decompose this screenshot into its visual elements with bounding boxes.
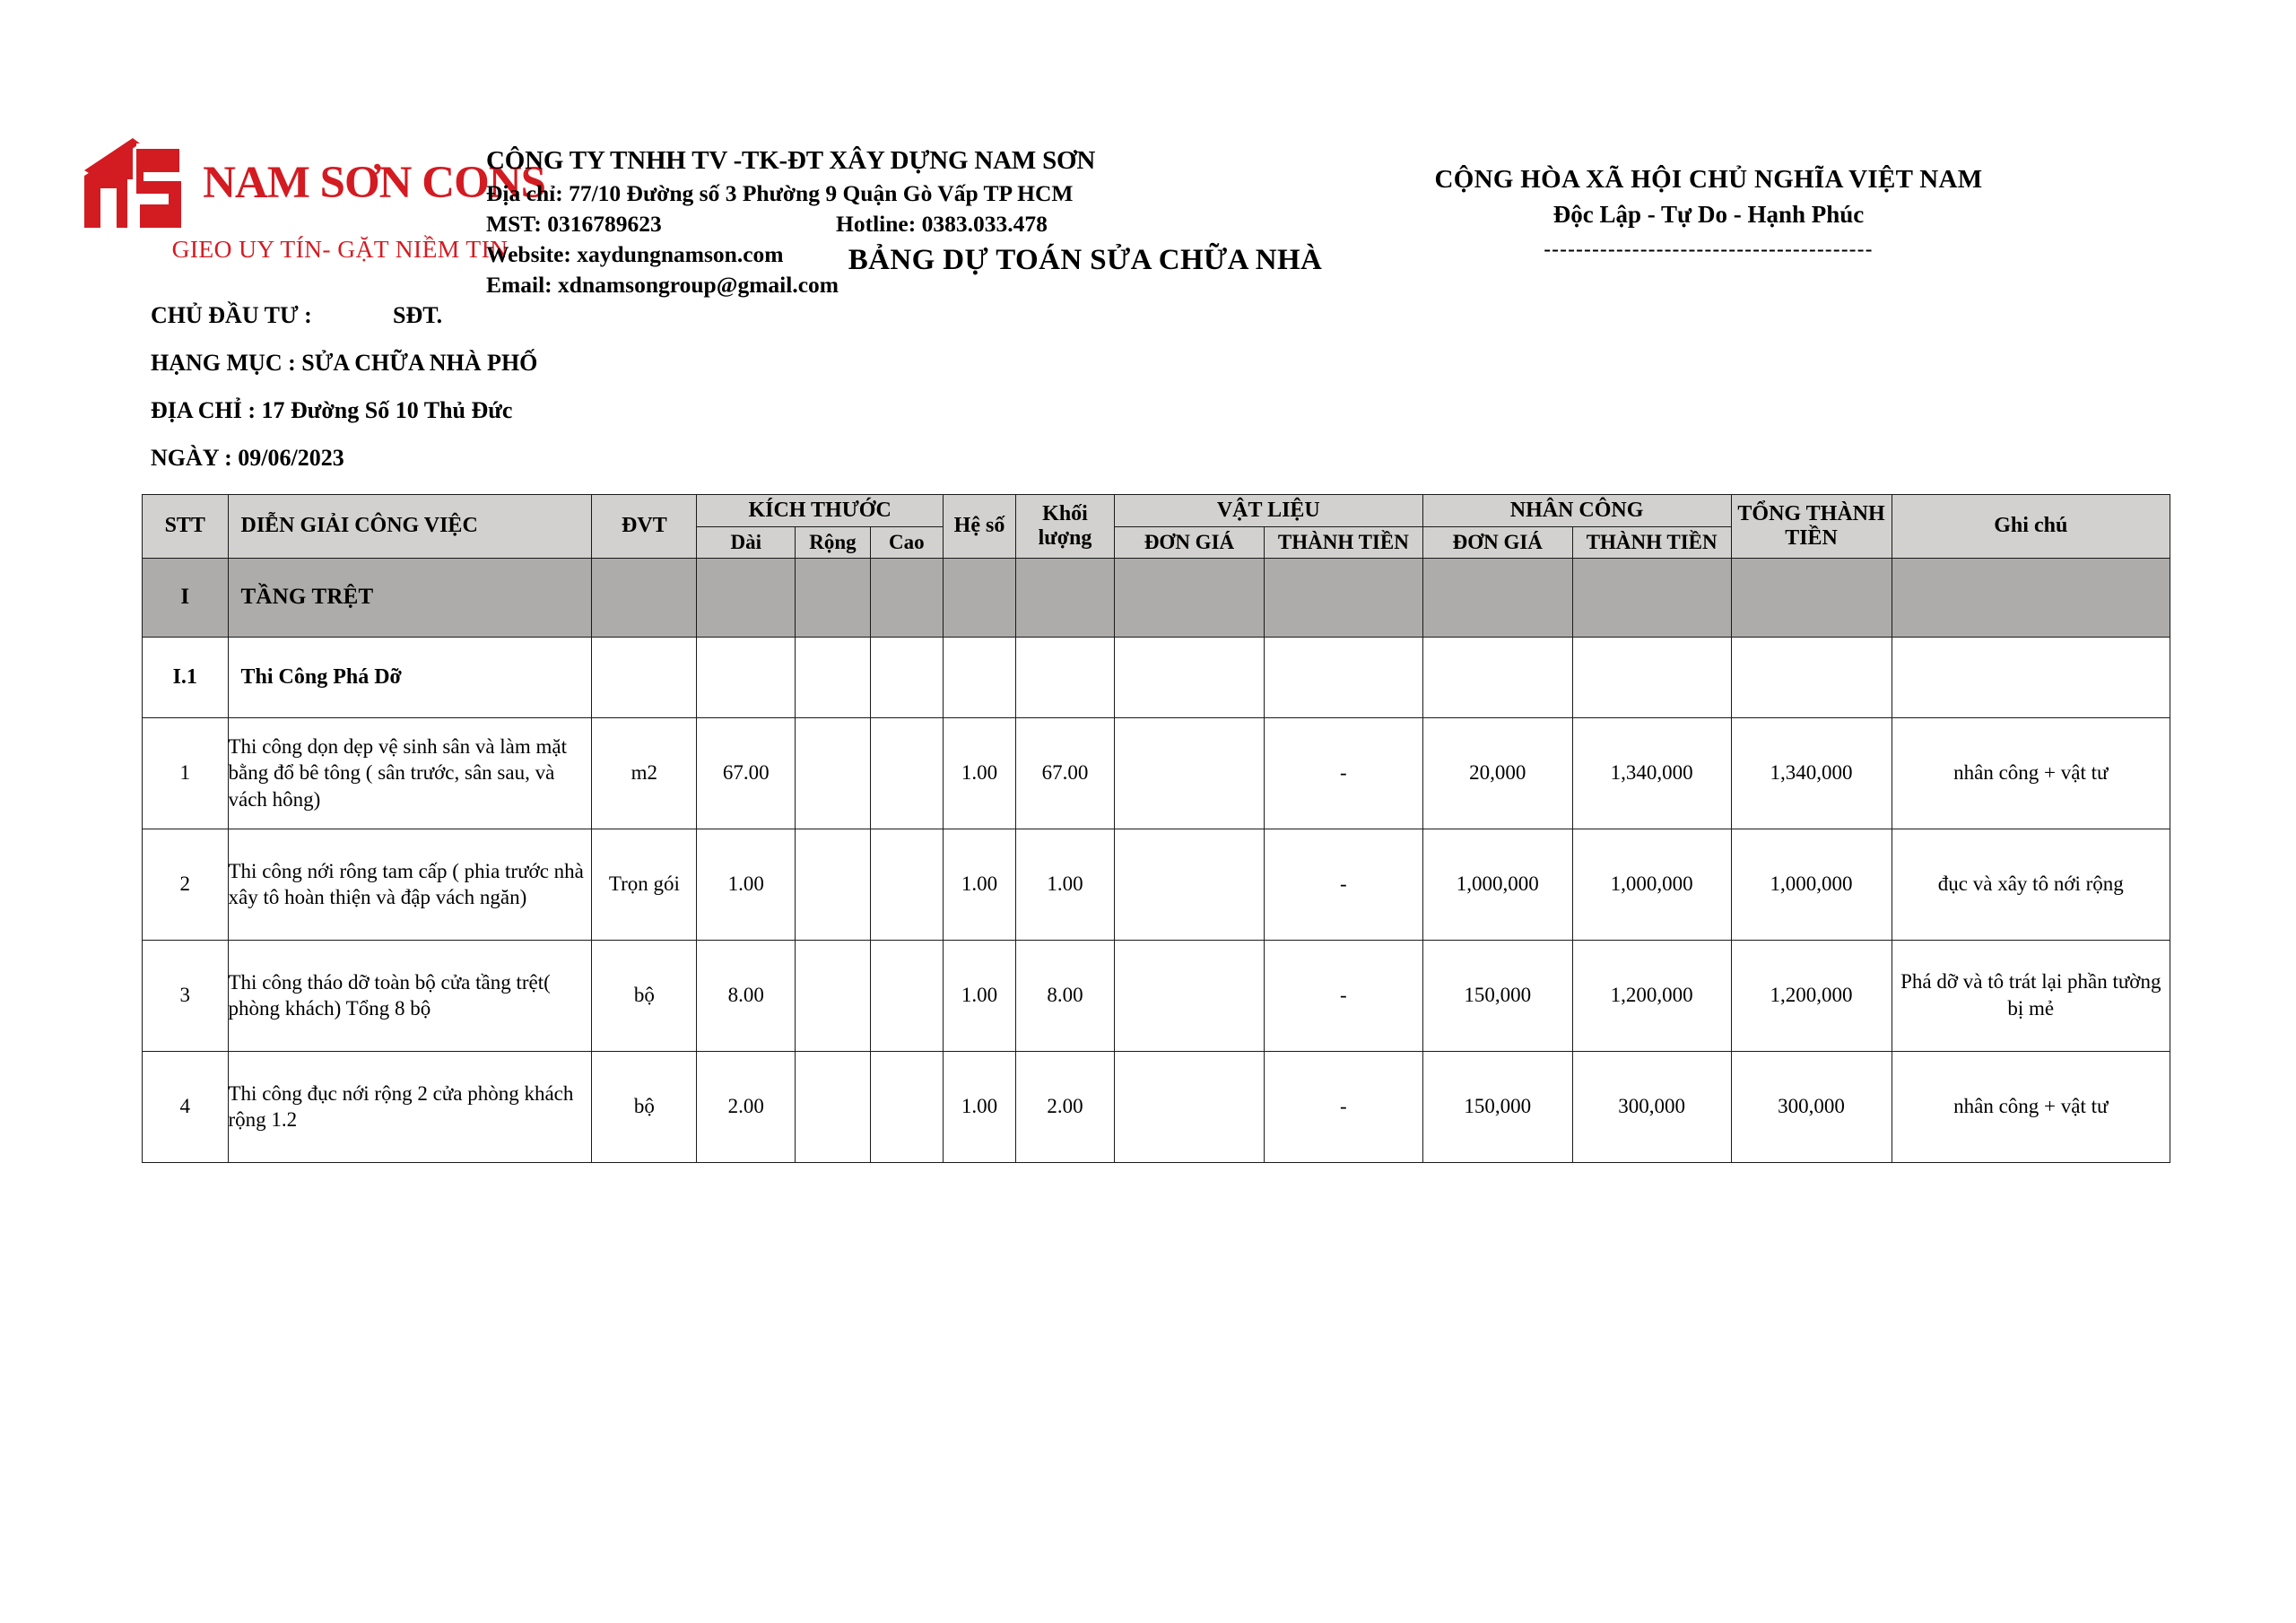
estimate-table (142, 494, 2170, 1163)
row-total: 1,200,000 (1731, 940, 1892, 1051)
section-title: Thi Công Phá Dỡ (228, 637, 592, 717)
row-stt: 2 (143, 829, 229, 940)
row-height (870, 829, 943, 940)
table-subsection-row (143, 637, 2170, 717)
page-title: BẢNG DỰ TOÁN SỬA CHỮA NHÀ (848, 244, 1323, 276)
th-material: VẬT LIỆU (1114, 495, 1422, 527)
row-stt: 3 (143, 940, 229, 1051)
row-labor-unit-price: 150,000 (1422, 1051, 1572, 1162)
company-address: Địa chỉ: 77/10 Đường số 3 Phường 9 Quận Gò Vấp TP HCM (486, 179, 1074, 206)
row-width (796, 717, 871, 829)
row-unit: bộ (592, 940, 697, 1051)
row-length: 2.00 (697, 1051, 796, 1162)
table-row (143, 717, 2170, 829)
th-material-unit-price: ĐƠN GIÁ (1114, 526, 1264, 558)
row-material-unit-price (1114, 829, 1264, 940)
section-empty-cell (943, 637, 1015, 717)
date-label: NGÀY : 09/06/2023 (151, 445, 344, 471)
country-name: CỘNG HÒA XÃ HỘI CHỦ NGHĨA VIỆT NAM (1434, 165, 1983, 194)
section-title: TẦNG TRỆT (228, 558, 592, 637)
section-index: I.1 (143, 637, 229, 717)
row-note: nhân công + vật tư (1892, 1051, 2170, 1162)
section-empty-cell (943, 558, 1015, 637)
section-empty-cell (697, 558, 796, 637)
section-empty-cell (870, 558, 943, 637)
company-website: Website: xaydungnamson.com (486, 241, 784, 268)
row-note: Phá dỡ và tô trát lại phần tường bị mẻ (1892, 940, 2170, 1051)
table-row (143, 1051, 2170, 1162)
company-hotline: Hotline: 0383.033.478 (836, 211, 1048, 238)
section-empty-cell (1114, 558, 1264, 637)
national-motto (1283, 135, 2296, 265)
section-empty-cell (1892, 637, 2170, 717)
row-stt: 1 (143, 717, 229, 829)
company-logo (0, 135, 545, 264)
row-coefficient: 1.00 (943, 829, 1015, 940)
row-labor-unit-price: 1,000,000 (1422, 829, 1572, 940)
section-empty-cell (1572, 558, 1731, 637)
category-label: HẠNG MỤC : SỬA CHỮA NHÀ PHỐ (151, 350, 538, 376)
row-height (870, 717, 943, 829)
row-coefficient: 1.00 (943, 717, 1015, 829)
company-tax-id: MST: 0316789623 (486, 211, 662, 238)
row-material-amount: - (1265, 1051, 1423, 1162)
section-empty-cell (1265, 558, 1423, 637)
house-logo-icon (81, 135, 192, 231)
row-total: 1,340,000 (1731, 717, 1892, 829)
row-labor-amount: 1,200,000 (1572, 940, 1731, 1051)
row-height (870, 940, 943, 1051)
row-unit: bộ (592, 1051, 697, 1162)
row-description: Thi công đục nới rộng 2 cửa phòng khách rộng 1.2 (228, 1051, 592, 1162)
row-length: 1.00 (697, 829, 796, 940)
th-length: Dài (697, 526, 796, 558)
row-labor-unit-price: 150,000 (1422, 940, 1572, 1051)
section-empty-cell (1016, 637, 1115, 717)
section-empty-cell (1892, 558, 2170, 637)
section-empty-cell (592, 637, 697, 717)
table-section-row (143, 558, 2170, 637)
info-row-category (151, 352, 2296, 375)
row-height (870, 1051, 943, 1162)
row-labor-amount: 1,340,000 (1572, 717, 1731, 829)
logo-wordmark: NAM SƠN CONS (203, 157, 545, 208)
table-header-row-1 (143, 495, 2170, 527)
row-quantity: 2.00 (1016, 1051, 1115, 1162)
row-quantity: 8.00 (1016, 940, 1115, 1051)
th-labor: NHÂN CÔNG (1422, 495, 1731, 527)
table-body (143, 558, 2170, 1162)
th-coefficient: Hệ số (943, 495, 1015, 559)
section-empty-cell (1265, 637, 1423, 717)
info-row-date (151, 447, 2296, 470)
row-stt: 4 (143, 1051, 229, 1162)
row-material-amount: - (1265, 829, 1423, 940)
th-stt: STT (143, 495, 229, 559)
row-material-unit-price (1114, 1051, 1264, 1162)
project-info (0, 304, 2296, 470)
table-header (143, 495, 2170, 559)
section-empty-cell (796, 637, 871, 717)
section-empty-cell (1731, 558, 1892, 637)
row-length: 67.00 (697, 717, 796, 829)
row-material-amount: - (1265, 717, 1423, 829)
th-height: Cao (870, 526, 943, 558)
row-description: Thi công dọn dẹp vệ sinh sân và làm mặt bằng đổ bê tông ( sân trước, sân sau, và vách hông) (228, 717, 592, 829)
section-empty-cell (592, 558, 697, 637)
info-row-investor (151, 304, 2296, 327)
section-empty-cell (796, 558, 871, 637)
th-labor-amount: THÀNH TIỀN (1572, 526, 1731, 558)
th-labor-unit-price: ĐƠN GIÁ (1422, 526, 1572, 558)
row-width (796, 829, 871, 940)
row-total: 300,000 (1731, 1051, 1892, 1162)
row-unit: m2 (592, 717, 697, 829)
th-material-amount: THÀNH TIỀN (1265, 526, 1423, 558)
section-empty-cell (697, 637, 796, 717)
row-description: Thi công nới rông tam cấp ( phia trước nhà xây tô hoàn thiện và đập vách ngăn) (228, 829, 592, 940)
logo-slogan: GIEO UY TÍN- GẶT NIỀM TIN (171, 235, 509, 263)
row-unit: Trọn gói (592, 829, 697, 940)
row-material-unit-price (1114, 717, 1264, 829)
th-dimensions: KÍCH THƯỚC (697, 495, 944, 527)
row-material-amount: - (1265, 940, 1423, 1051)
row-description: Thi công tháo dỡ toàn bộ cửa tầng trệt( phòng khách) Tổng 8 bộ (228, 940, 592, 1051)
section-empty-cell (1422, 637, 1572, 717)
row-labor-amount: 300,000 (1572, 1051, 1731, 1162)
th-unit: ĐVT (592, 495, 697, 559)
table-row (143, 940, 2170, 1051)
address-label: ĐỊA CHỈ : 17 Đường Số 10 Thủ Đức (151, 397, 513, 423)
th-quantity: Khối lượng (1016, 495, 1115, 559)
th-total: TỔNG THÀNH TIỀN (1731, 495, 1892, 559)
section-empty-cell (1016, 558, 1115, 637)
row-material-unit-price (1114, 940, 1264, 1051)
row-width (796, 940, 871, 1051)
investor-label: CHỦ ĐẦU TƯ : (151, 302, 312, 328)
info-row-address (151, 399, 2296, 422)
row-quantity: 67.00 (1016, 717, 1115, 829)
row-quantity: 1.00 (1016, 829, 1115, 940)
motto-divider: ----------------------------------------- (1544, 238, 1874, 261)
section-empty-cell (870, 637, 943, 717)
th-description: DIỄN GIẢI CÔNG VIỆC (228, 495, 592, 559)
country-motto: Độc Lập - Tự Do - Hạnh Phúc (1552, 200, 1865, 228)
table-row (143, 829, 2170, 940)
phone-label: SĐT. (393, 302, 443, 328)
row-coefficient: 1.00 (943, 1051, 1015, 1162)
row-labor-amount: 1,000,000 (1572, 829, 1731, 940)
row-note: đục và xây tô nới rộng (1892, 829, 2170, 940)
row-width (796, 1051, 871, 1162)
row-coefficient: 1.00 (943, 940, 1015, 1051)
row-total: 1,000,000 (1731, 829, 1892, 940)
company-name: CÔNG TY TNHH TV -TK-ĐT XÂY DỰNG NAM SƠN (486, 146, 1096, 175)
row-labor-unit-price: 20,000 (1422, 717, 1572, 829)
section-empty-cell (1731, 637, 1892, 717)
section-empty-cell (1114, 637, 1264, 717)
section-index: I (143, 558, 229, 637)
row-length: 8.00 (697, 940, 796, 1051)
row-note: nhân công + vật tư (1892, 717, 2170, 829)
th-width: Rộng (796, 526, 871, 558)
section-empty-cell (1422, 558, 1572, 637)
th-note: Ghi chú (1892, 495, 2170, 559)
section-empty-cell (1572, 637, 1731, 717)
company-email: Email: xdnamsongroup@gmail.com (486, 272, 839, 299)
